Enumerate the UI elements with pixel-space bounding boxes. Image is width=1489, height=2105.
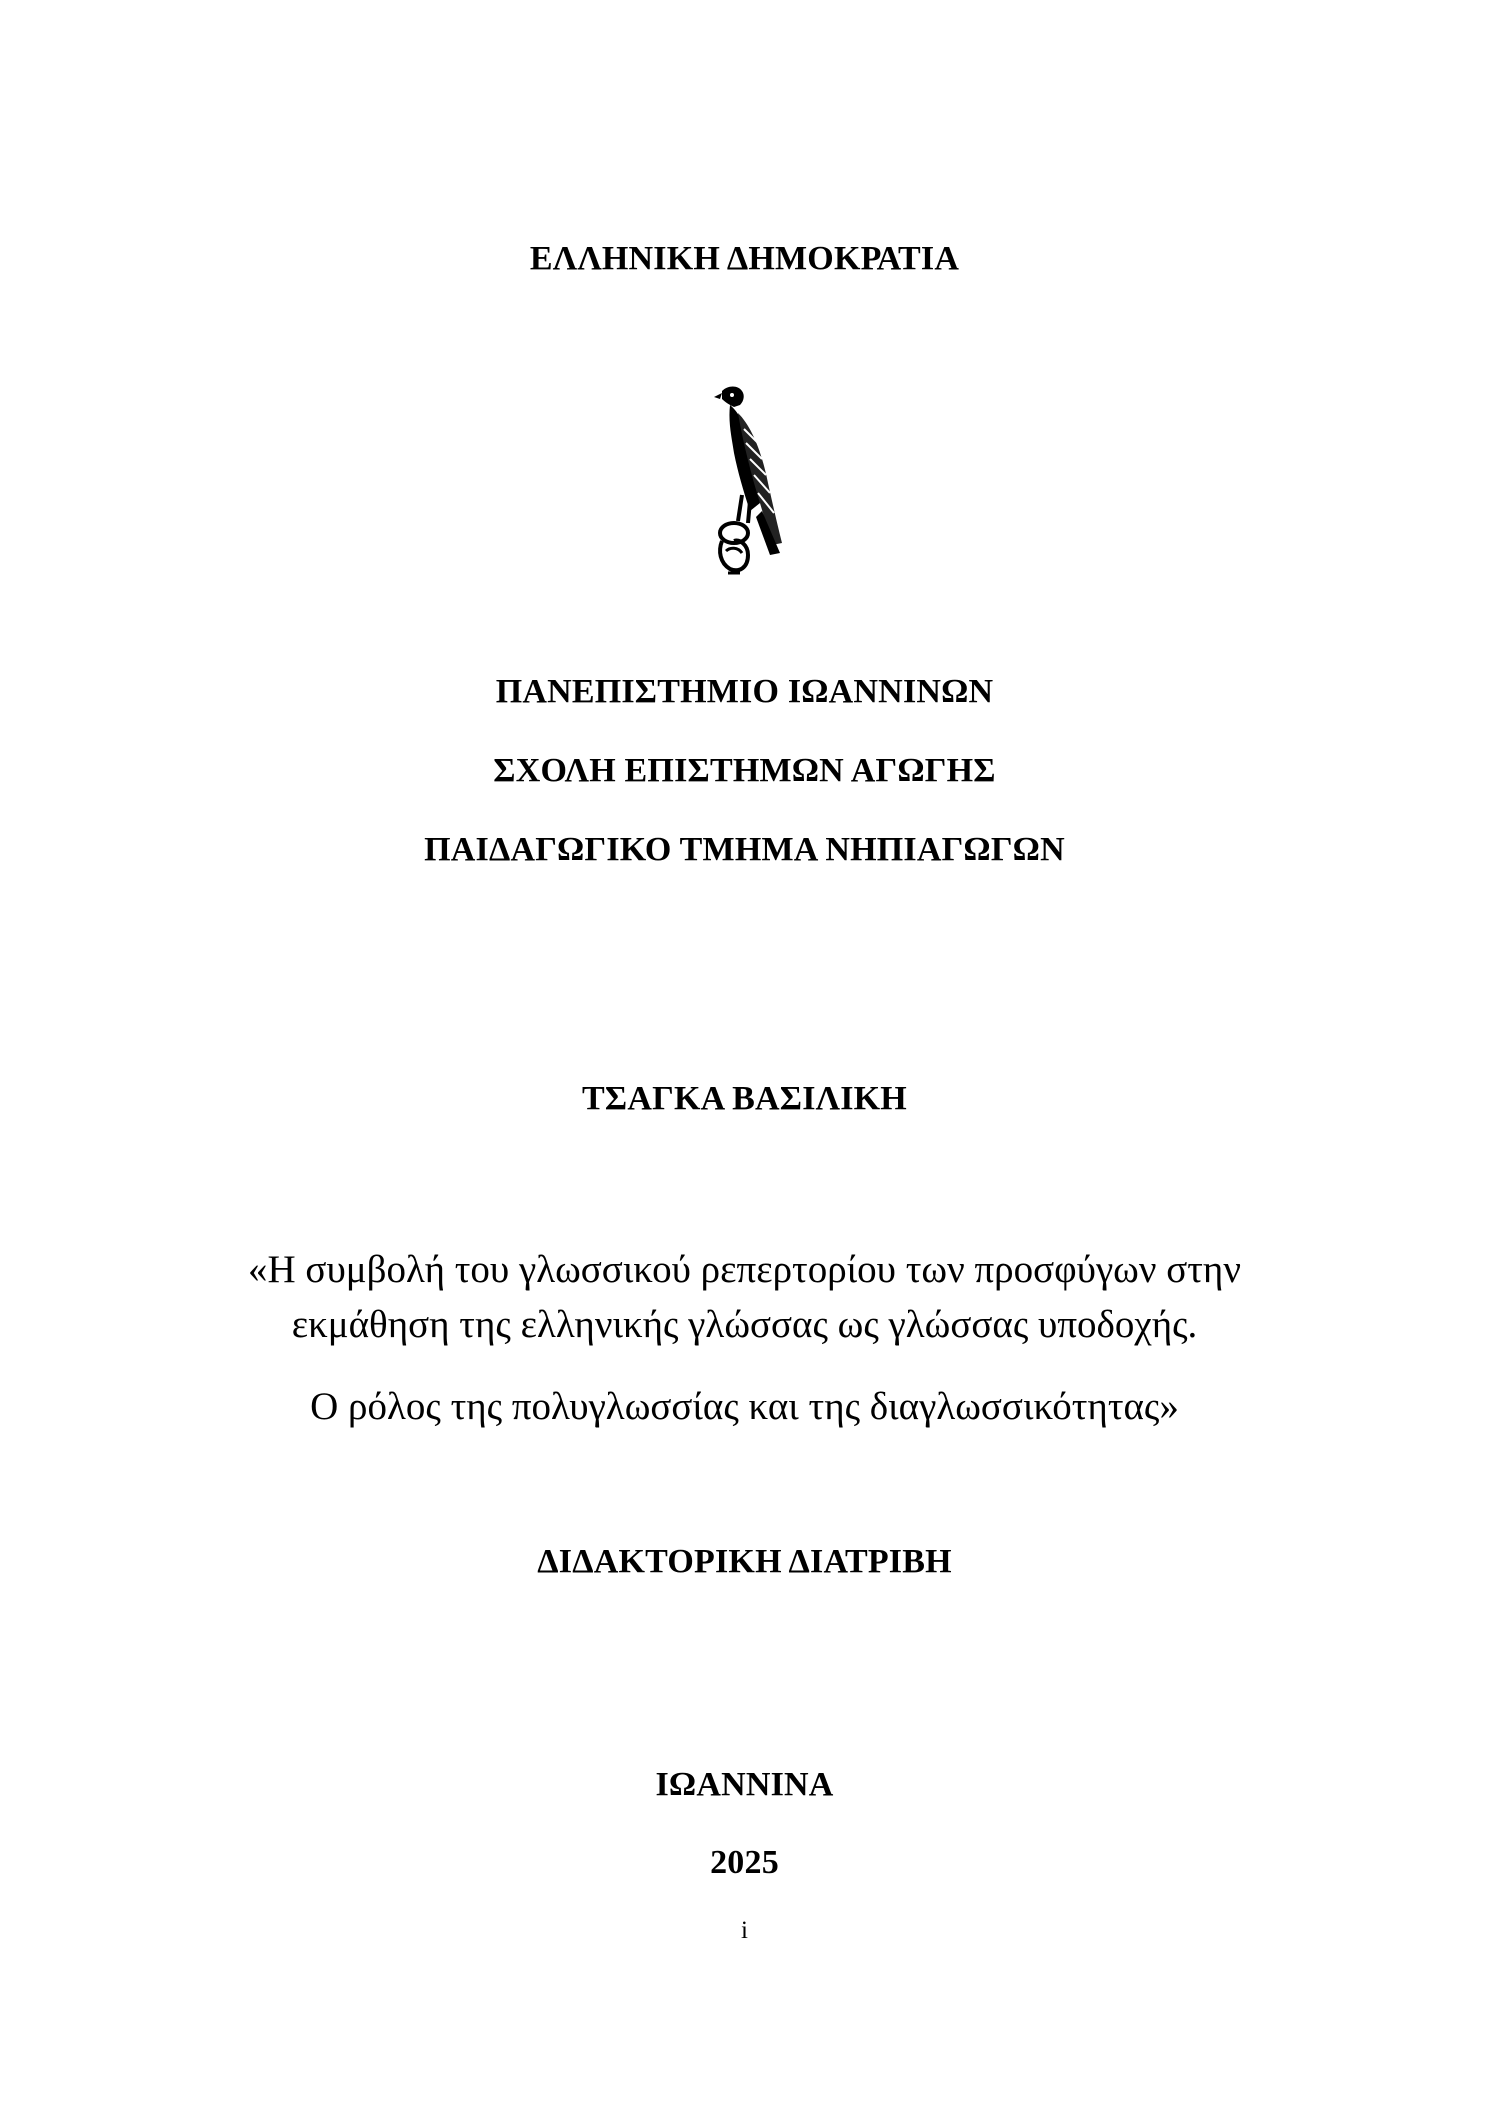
document-type: ΔΙΔΑΚΤΟΡΙΚΗ ΔΙΑΤΡΙΒΗ	[537, 1543, 952, 1580]
university-eagle-emblem-icon	[700, 383, 788, 579]
author-name: ΤΣΑΓΚΑ ΒΑΣΙΛΙΚΗ	[582, 1080, 907, 1117]
page-number: i	[741, 1917, 748, 1944]
year: 2025	[710, 1844, 779, 1881]
university-name: ΠΑΝΕΠΙΣΤΗΜΙΟ ΙΩΑΝΝΙΝΩΝ	[495, 673, 994, 710]
department-name: ΠΑΙΔΑΓΩΓΙΚΟ ΤΜΗΜΑ ΝΗΠΙΑΓΩΓΩΝ	[424, 831, 1065, 868]
thesis-title-line-1: «Η συμβολή του γλωσσικού ρεπερτορίου των προσφύγων στην	[248, 1248, 1241, 1291]
country-heading: ΕΛΛΗΝΙΚΗ ΔΗΜΟΚΡΑΤΙΑ	[529, 240, 960, 277]
thesis-title-line-2: εκμάθηση της ελληνικής γλώσσας ως γλώσσας υποδοχής.	[291, 1303, 1198, 1346]
school-name: ΣΧΟΛΗ ΕΠΙΣΤΗΜΩΝ ΑΓΩΓΗΣ	[493, 752, 996, 789]
thesis-title-line-3: Ο ρόλος της πολυγλωσσίας και της διαγλωσσικότητας»	[310, 1385, 1179, 1428]
city: ΙΩΑΝΝΙΝΑ	[655, 1766, 834, 1803]
